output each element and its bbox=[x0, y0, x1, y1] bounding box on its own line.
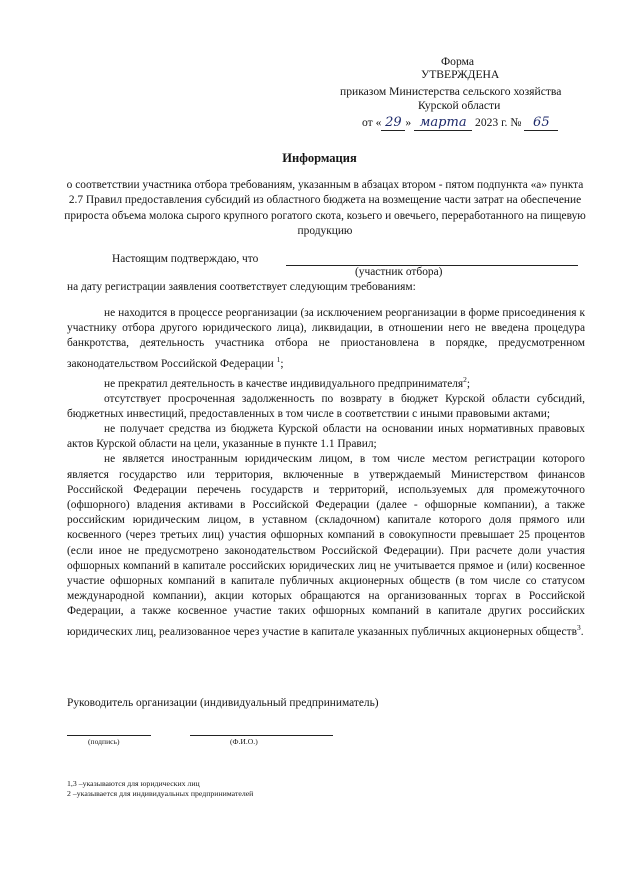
order-date-line bbox=[362, 116, 558, 131]
handwritten-month: марта bbox=[414, 116, 472, 131]
requirement-item: не является иностранным юридическим лицом, в том числе местом регистрации которого является государство или территория, включенные в утверждаемый Министерством финансов Российской Федерации перечень государств и территорий, используемых для промежуточного (офшорного) владения активами в Российской Федерации (далее - офшорные компании), а также российским юридическим лицом, в уставном (складочном) капитале которого доля прямого или косвенного (через третьих лиц) участия офшорных компаний в совокупности превышает 25 процентов (если иное не предусмотрено законодательством Российской Федерации). При расчете доли участия офшорных компаний в капитале российских юридических лиц не учитывается прямое и (или) косвенное участие офшорных компаний в капитале публичных акционерных обществ (в том числе со статусом международной компании), акции которых обращаются на организованных торгах в Российской Федерации, а также косвенное участие таких офшорных компаний в капитале других российских юридических лиц, реализованное через участие в капитале указанных публичных акционерных обществ$^3$. bbox=[67, 453, 585, 638]
requirements-list bbox=[67, 306, 585, 640]
participant-caption: (участник отбора) bbox=[355, 266, 443, 278]
form-label: Форма bbox=[441, 55, 474, 68]
footnote-mark: 2 bbox=[463, 374, 467, 384]
handwritten-number: 65 bbox=[524, 116, 558, 131]
confirm-text: Настоящим подтверждаю, что bbox=[112, 253, 259, 265]
handwritten-day: 29 bbox=[381, 116, 405, 131]
approved-region: Курской области bbox=[418, 99, 501, 112]
name-fill-line[interactable] bbox=[190, 735, 333, 736]
date-quote-close: » bbox=[405, 116, 412, 129]
document-title: Информация bbox=[282, 151, 357, 165]
requirement-item: не находится в процессе реорганизации (за исключением реорганизации в форме присоединения к участнику отбора другого юридического лица), ликвидации, в отношении него не введена процедура банкротства, деятельность участника отбора не приостановлена в порядке, предусмотренном законодательством Российской Федерации $^1$; bbox=[67, 307, 585, 370]
requirement-item: не прекратил деятельность в качестве индивидуального предпринимателя$^2$; bbox=[104, 374, 471, 390]
signature-fill-line[interactable] bbox=[67, 735, 151, 736]
approved-by-order: приказом Министерства сельского хозяйства bbox=[340, 85, 562, 98]
year-and-number-label: 2023 г. № bbox=[475, 116, 522, 129]
name-caption: (Ф.И.О.) bbox=[230, 737, 258, 746]
signature-heading: Руководитель организации (индивидуальный предприниматель) bbox=[67, 697, 379, 709]
footnote-1: 1,3 –указываются для юридических лиц bbox=[67, 779, 200, 788]
requirement-item: не получает средства из бюджета Курской области на основании иных нормативных правовых актов Курской области на цели, указанные в пункте 1.1 Правил; bbox=[67, 423, 585, 451]
signature-caption: (подпись) bbox=[88, 737, 120, 746]
document-subtitle: о соответствии участника отбора требованиям, указанным в абзацах втором - пятом подпункта «а» пункта 2.7 Правил предоставления субсидий из областного бюджета на возмещение части затрат на обеспечение прироста объема молока сырого крупного рогатого скота, козьего и овечьего, переработанного на пищевую продукцию bbox=[64, 179, 586, 237]
approved-label: УТВЕРЖДЕНА bbox=[421, 68, 500, 81]
footnote-mark: 1 bbox=[276, 354, 281, 364]
footnote-2: 2 –указывается для индивидуальных предпринимателей bbox=[67, 789, 254, 798]
date-prefix: от « bbox=[362, 116, 382, 129]
requirement-item: отсутствует просроченная задолженность по возврату в бюджет Курской области субсидий, бюджетных инвестиций, предоставленных в том числе в соответствии с иными правовыми актами; bbox=[67, 392, 585, 420]
footnote-mark: 3 bbox=[576, 622, 581, 632]
confirm-continuation: на дату регистрации заявления соответствует следующим требованиям: bbox=[67, 281, 416, 293]
